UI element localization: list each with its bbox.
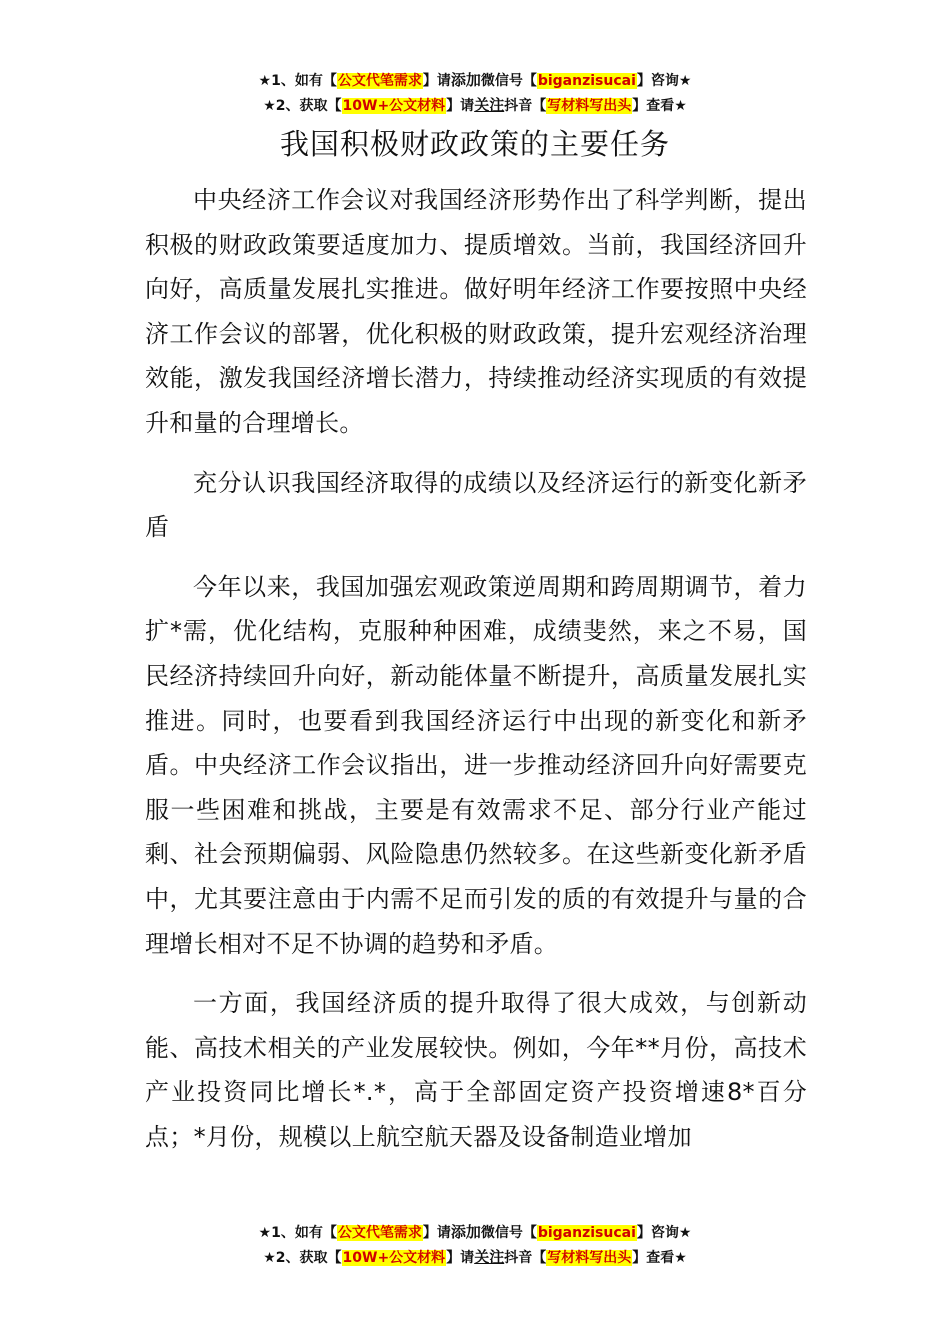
promo-douyin-id: 写材料写出头 — [547, 1250, 632, 1266]
paragraph: 中央经济工作会议对我国经济形势作出了科学判断，提出积极的财政政策要适度加力、提质增效。当前，我国经济回升向好，高质量发展扎实推进。做好明年经济工作要按照中央经济工作会议的部署，优化积极的财政政策，提升宏观经济治理效能，激发我国经济增长潜力，持续推动经济实现质的有效提升和量的合理增长。 — [145, 186, 807, 437]
promo-emphasis: 添加 — [450, 1223, 481, 1241]
promo-text: 抖音【 — [504, 1250, 547, 1266]
promo-text: 】查看★ — [632, 1250, 687, 1266]
promo-line-1 — [0, 68, 950, 93]
promo-text: 】咨询★ — [636, 1225, 692, 1241]
paragraph: 一方面，我国经济质的提升取得了很大成效，与创新动能、高技术相关的产业发展较快。例如，今年**月份，高技术产业投资同比增长*.*，高于全部固定资产投资增速8*百分点；*月份，规模以上航空航天器及设备制造业增加 — [145, 989, 807, 1151]
promo-text: 】查看★ — [632, 98, 687, 114]
document-title: 我国积极财政政策的主要任务 — [279, 127, 670, 161]
paragraph: 充分认识我国经济取得的成绩以及经济运行的新变化新矛盾 — [145, 468, 807, 542]
paragraph: 今年以来，我国加强宏观政策逆周期和跨周期调节，着力扩*需，优化结构，克服种种困难，成绩斐然，来之不易，国民经济持续回升向好，新动能体量不断提升，高质量发展扎实推进。同时，也要看到我国经济运行中出现的新变化和新矛盾。中央经济工作会议指出，进一步推动经济回升向好需要克服一些困难和挑战，主要是有效需求不足、部分行业产能过剩、社会预期偏弱、风险隐患仍然较多。在这些新变化新矛盾中，尤其要注意由于内需不足而引发的质的有效提升与量的合理增长相对不足不协调的趋势和矛盾。 — [145, 572, 807, 958]
promo-wechat-id: biganzisucai — [537, 1225, 636, 1241]
promo-text: ★1、如有【 — [258, 73, 337, 89]
document-body — [145, 178, 807, 1174]
promo-text: ★2、获取【 — [263, 1250, 342, 1266]
promo-text: 】请 — [446, 98, 475, 114]
promo-line-1 — [0, 1220, 950, 1245]
promo-emphasis: 添加 — [450, 71, 481, 89]
promo-text: 】请 — [422, 73, 451, 89]
promo-text: ★1、如有【 — [258, 1225, 337, 1241]
promo-text: 】请 — [446, 1250, 475, 1266]
header-promo — [0, 68, 950, 118]
promo-emphasis: 关注 — [474, 96, 505, 114]
promo-highlight: 10W+公文材料 — [342, 1250, 446, 1266]
promo-text: 微信号【 — [480, 1225, 537, 1241]
promo-highlight: 公文代笔需求 — [337, 73, 422, 89]
promo-emphasis: 关注 — [474, 1248, 505, 1266]
promo-text: 微信号【 — [480, 73, 537, 89]
promo-line-2 — [0, 1245, 950, 1270]
promo-wechat-id: biganzisucai — [537, 73, 636, 89]
promo-text: 】请 — [422, 1225, 451, 1241]
promo-douyin-id: 写材料写出头 — [547, 98, 632, 114]
promo-text: 抖音【 — [504, 98, 547, 114]
promo-highlight: 公文代笔需求 — [337, 1225, 422, 1241]
promo-text: 】咨询★ — [636, 73, 692, 89]
footer-promo — [0, 1220, 950, 1270]
promo-highlight: 10W+公文材料 — [342, 98, 446, 114]
promo-line-2 — [0, 93, 950, 118]
promo-text: ★2、获取【 — [263, 98, 342, 114]
